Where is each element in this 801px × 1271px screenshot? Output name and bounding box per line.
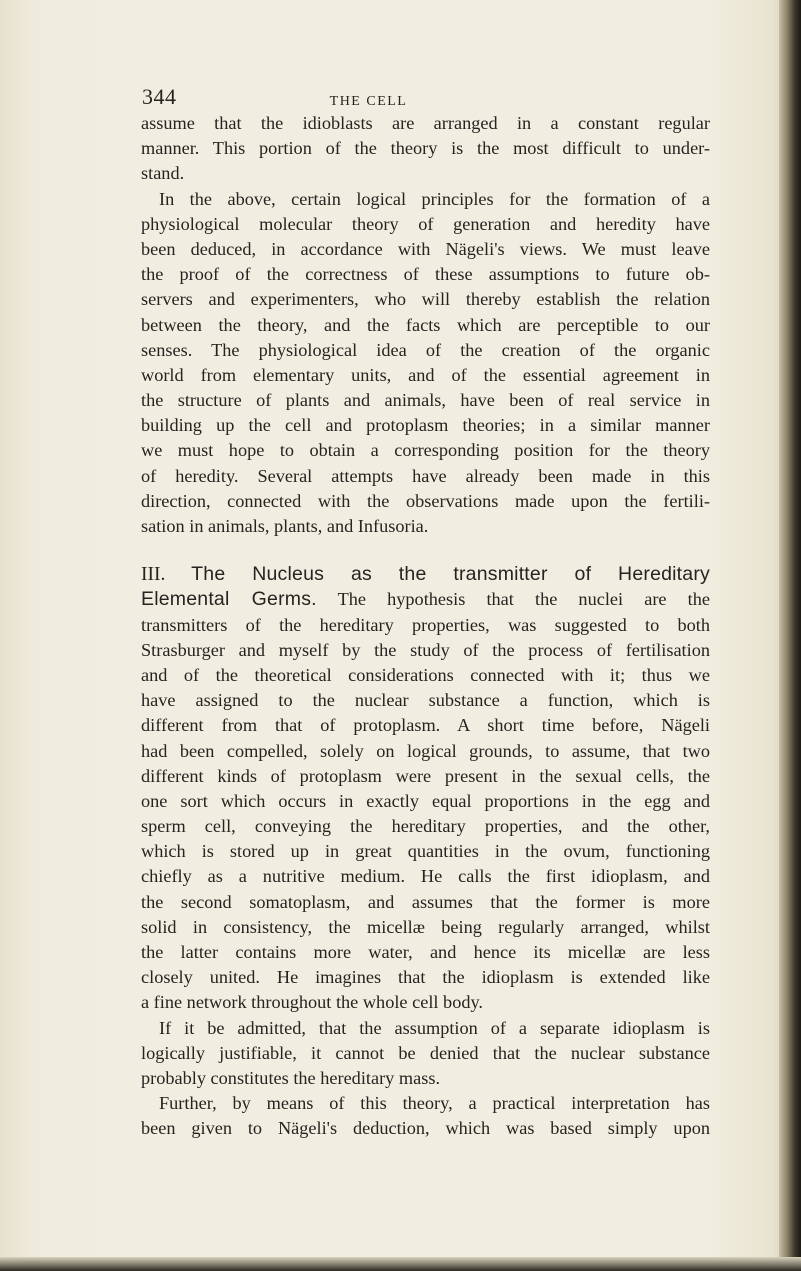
text-line: had been compelled, solely on logical grounds, to assume, that two — [141, 740, 710, 761]
text-line: different kinds of protoplasm were present in the sexual cells, the — [141, 765, 710, 786]
text-line: closely united. He imagines that the idioplasm is extended like — [141, 967, 710, 988]
text-line: In the above, certain logical principles for the formation of a — [159, 188, 710, 209]
text-line: servers and experimenters, who will thereby establish the relation — [141, 289, 710, 310]
text-line: we must hope to obtain a corresponding position for the theory — [141, 440, 710, 461]
section-heading-line-2 — [141, 587, 710, 612]
text-line: been given to Nägeli's deduction, which was based simply upon — [141, 1118, 710, 1139]
text-line: have assigned to the nuclear substance a function, which is — [141, 690, 710, 711]
text-line: the second somatoplasm, and assumes that the former is more — [141, 891, 710, 912]
text-line: sation in animals, plants, and Infusoria. — [141, 516, 429, 536]
text-line: building up the cell and protoplasm theories; in a similar manner — [141, 415, 710, 436]
text-line: of heredity. Several attempts have already been made in this — [141, 465, 710, 486]
running-head — [0, 94, 801, 110]
text-line: and of the theoretical considerations connected with it; thus we — [141, 664, 710, 685]
opening-paragraphs — [141, 111, 710, 539]
text-line: which is stored up in great quantities in the ovum, functioning — [141, 841, 710, 862]
text-line: assume that the idioblasts are arranged in a constant regular — [141, 113, 710, 133]
text-line: physiological molecular theory of generation and heredity have — [141, 213, 710, 234]
text-line: been deduced, in accordance with Nägeli's views. We must leave — [141, 238, 710, 259]
section-title-part-1: The Nucleus as the transmitter of Hereditary — [191, 563, 710, 586]
section-number: III. — [141, 564, 166, 586]
text-line: the structure of plants and animals, have been of real service in — [141, 390, 710, 411]
text-line: probably constitutes the hereditary mass. — [141, 1067, 441, 1088]
section-title-part-2: Elemental Germs. — [141, 588, 317, 611]
text-line: stand. — [141, 163, 185, 184]
body-text — [141, 111, 710, 1142]
text-line: between the theory, and the facts which are perceptible to our — [141, 314, 710, 335]
text-line: senses. The physiological idea of the creation of the organic — [141, 339, 710, 360]
text-line: transmitters of the hereditary properties, was suggested to both — [141, 614, 710, 635]
section-heading-line-1 — [141, 562, 710, 587]
text-line: the latter contains more water, and hence its micellæ are less — [141, 942, 710, 962]
text-line: world from elementary units, and of the essential agreement in — [141, 364, 710, 385]
text-line: solid in consistency, the micellæ being regularly arranged, whilst — [141, 916, 710, 937]
section-gap — [141, 539, 710, 562]
text-line: a fine network throughout the whole cell body. — [141, 992, 484, 1013]
text-line: If it be admitted, that the assumption of a separate idioplasm is — [159, 1017, 710, 1038]
text-line: the proof of the correctness of these assumptions to future ob- — [141, 264, 710, 285]
page-bottom-edge — [0, 1257, 801, 1271]
text-line: sperm cell, conveying the hereditary properties, and the other, — [141, 816, 710, 837]
text-line: one sort which occurs in exactly equal proportions in the egg and — [141, 790, 710, 811]
text-line: Strasburger and myself by the study of the process of fertilisation — [141, 639, 710, 660]
text-line: manner. This portion of the theory is the most difficult to under- — [141, 138, 710, 159]
section-first-sentence: The hypothesis that the nuclei are the — [337, 589, 710, 610]
text-line: different from that of protoplasm. A short time before, Nägeli — [141, 715, 710, 736]
text-line: direction, connected with the observations made upon the fertili- — [141, 490, 710, 511]
binding-gutter — [779, 0, 801, 1271]
text-line: chiefly as a nutritive medium. He calls the first idioplasm, and — [141, 866, 710, 887]
text-line: logically justifiable, it cannot be denied that the nuclear substance — [141, 1042, 710, 1063]
text-line: Further, by means of this theory, a practical interpretation has — [159, 1093, 710, 1114]
running-head-text: THE CELL — [329, 94, 408, 109]
page-number: 344 — [142, 84, 177, 109]
section-paragraphs — [141, 613, 710, 1142]
